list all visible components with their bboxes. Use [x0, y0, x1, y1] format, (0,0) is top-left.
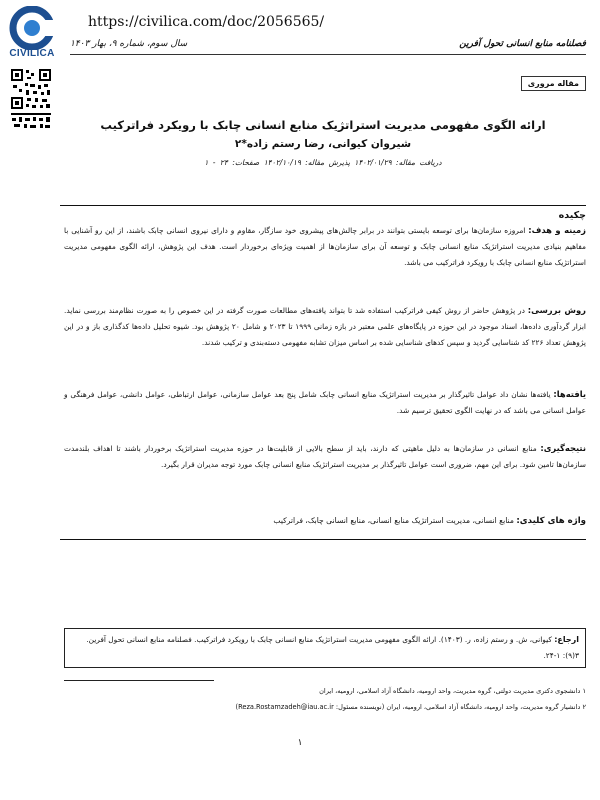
conclusion-text: منابع انسانی در سازمان‌ها به دلیل ماهیتی که دارند، باید از سطح بالایی از قابلیت‌ها در حوزه مدیریت استراتژیک برخوردار باشند تا اهداف بلندمدت سازمان‌ها تامین شود. برای این مهم، ضروری است عوامل تاثیرگذار بر مدیریت استراتژیک منابع انسانی چابک مورد توجه مدیران قرار بگیرد. — [64, 444, 586, 469]
civilica-logo-icon — [6, 6, 58, 50]
header-divider — [70, 54, 586, 55]
keywords — [64, 516, 586, 526]
method-label: روش بررسی: — [527, 305, 586, 315]
paper-title: ارائه الگوی مفهومی مدیریت استراتژیک منابع انسانی چابک با رویکرد فراترکیب — [100, 118, 546, 132]
abstract-top-divider — [60, 205, 586, 206]
footnote-1: ۱ دانشجوی دکتری مدیریت دولتی، گروه مدیریت، واحد ارومیه، دانشگاه آزاد اسلامی، ارومیه، ایران — [319, 687, 586, 695]
citation-label: ارجاع: — [554, 635, 579, 644]
civilica-logo — [6, 6, 58, 68]
keywords-text: منابع انسانی، مدیریت استراتژیک منابع انسانی، منابع انسانی چابک، فراترکیب — [273, 516, 514, 525]
journal-issue: سال سوم، شماره ۹، بهار ۱۴۰۳ — [70, 39, 188, 49]
paper-authors: شیروان کیوانی، رضا رستم زاده*۲ — [234, 138, 412, 150]
findings-text: یافته‌ها نشان داد عوامل تاثیرگذار بر مدیریت استراتژیک منابع انسانی چابک شامل پنج بعد عوامل سازمانی، عوامل ارتباطی، عوامل دانشی، عوامل فرهنگی و عوامل انسانی می باشد که در نهایت الگوی تحقیق ترسیم شد. — [64, 390, 586, 415]
footnote-2: ۲ دانشیار گروه مدیریت، واحد ارومیه، دانشگاه آزاد اسلامی، ارومیه، ایران (نویسنده مسئول: Reza.Rostamzadeh@iau.ac.ir) — [235, 703, 586, 711]
footnote-divider — [64, 680, 214, 681]
logo-text: CIVILICA — [9, 48, 55, 59]
conclusion-label: نتیجه‌گیری: — [540, 443, 586, 453]
abstract-findings — [64, 386, 586, 419]
findings-label: یافته‌ها: — [553, 389, 586, 399]
abstract-method — [64, 302, 586, 351]
keywords-label: واژه های کلیدی: — [516, 516, 586, 526]
background-text: امروزه سازمان‌ها برای توسعه بایستی بتوانند در برابر چالش‌های پیشروی خود سازگار، مقاوم و دارای نیروی انسانی چابک باشند، از این رو آشنایی با مفاهیم بنیادی مدیریت استراتژیک منابع انسانی چابک و توسعه آن برای سازمان‌ها از اهمیت ویژه‌ای برخوردار است. هدف این پژوهش، ارائه الگوی مفهومی مدیریت استراتژیک منابع انسانی چابک با رویکرد فراترکیب می باشد. — [64, 226, 586, 267]
abstract-heading: چکیده — [558, 210, 586, 221]
qr-code-icon — [10, 68, 52, 130]
citation-text: کیوانی، ش. و رستم زاده، ر. (۱۴۰۳). ارائه الگوی مفهومی مدیریت استراتژیک منابع انسانی چابک با رویکرد فراترکیب. فصلنامه منابع انسانی تحول آفرین. ۳(۹): ۱-۲۴. — [86, 635, 579, 660]
abstract-bottom-divider — [60, 539, 586, 540]
article-type-badge: مقاله مروری — [521, 76, 586, 91]
abstract-conclusion — [64, 440, 586, 473]
qr-code — [10, 68, 52, 130]
document-url[interactable]: https://civilica.com/doc/2056565/ — [88, 14, 325, 30]
page-number: ۱ — [297, 738, 303, 748]
background-label: زمینه و هدف: — [528, 225, 587, 235]
abstract-background — [64, 222, 586, 271]
citation-box — [64, 628, 586, 668]
paper-dates: دریافت مقاله: ۱۴۰۲/۰۱/۲۹ پذیرش مقاله: ۱۴۰۲/۱۰/۱۹ صفحات: ۲۴ - ۱ — [204, 158, 442, 167]
journal-title: فصلنامه منابع انسانی تحول آفرین — [459, 39, 586, 49]
method-text: در پژوهش حاضر از روش کیفی فراترکیب استفاده شد تا بتواند یافته‌های مطالعات صورت گرفته در این خصوص را به صورت نظام‌مند بررسی نماید. ابزار گردآوری داده‌ها، اسناد موجود در این حوزه در پایگاه‌های علمی معتبر در بازه زمانی ۱۹۹۹ تا ۲۰۲۳ و شامل ۲۰ پژوهش بود. شیوه تحلیل داده‌ها کدگذاری باز و در این پژوهش تعداد ۲۲۶ کد شناسایی گردید و سپس کدهای شناسایی شده بر اساس میزان تشابه مفهومی دسته‌بندی و ترکیب شدند. — [64, 306, 586, 347]
